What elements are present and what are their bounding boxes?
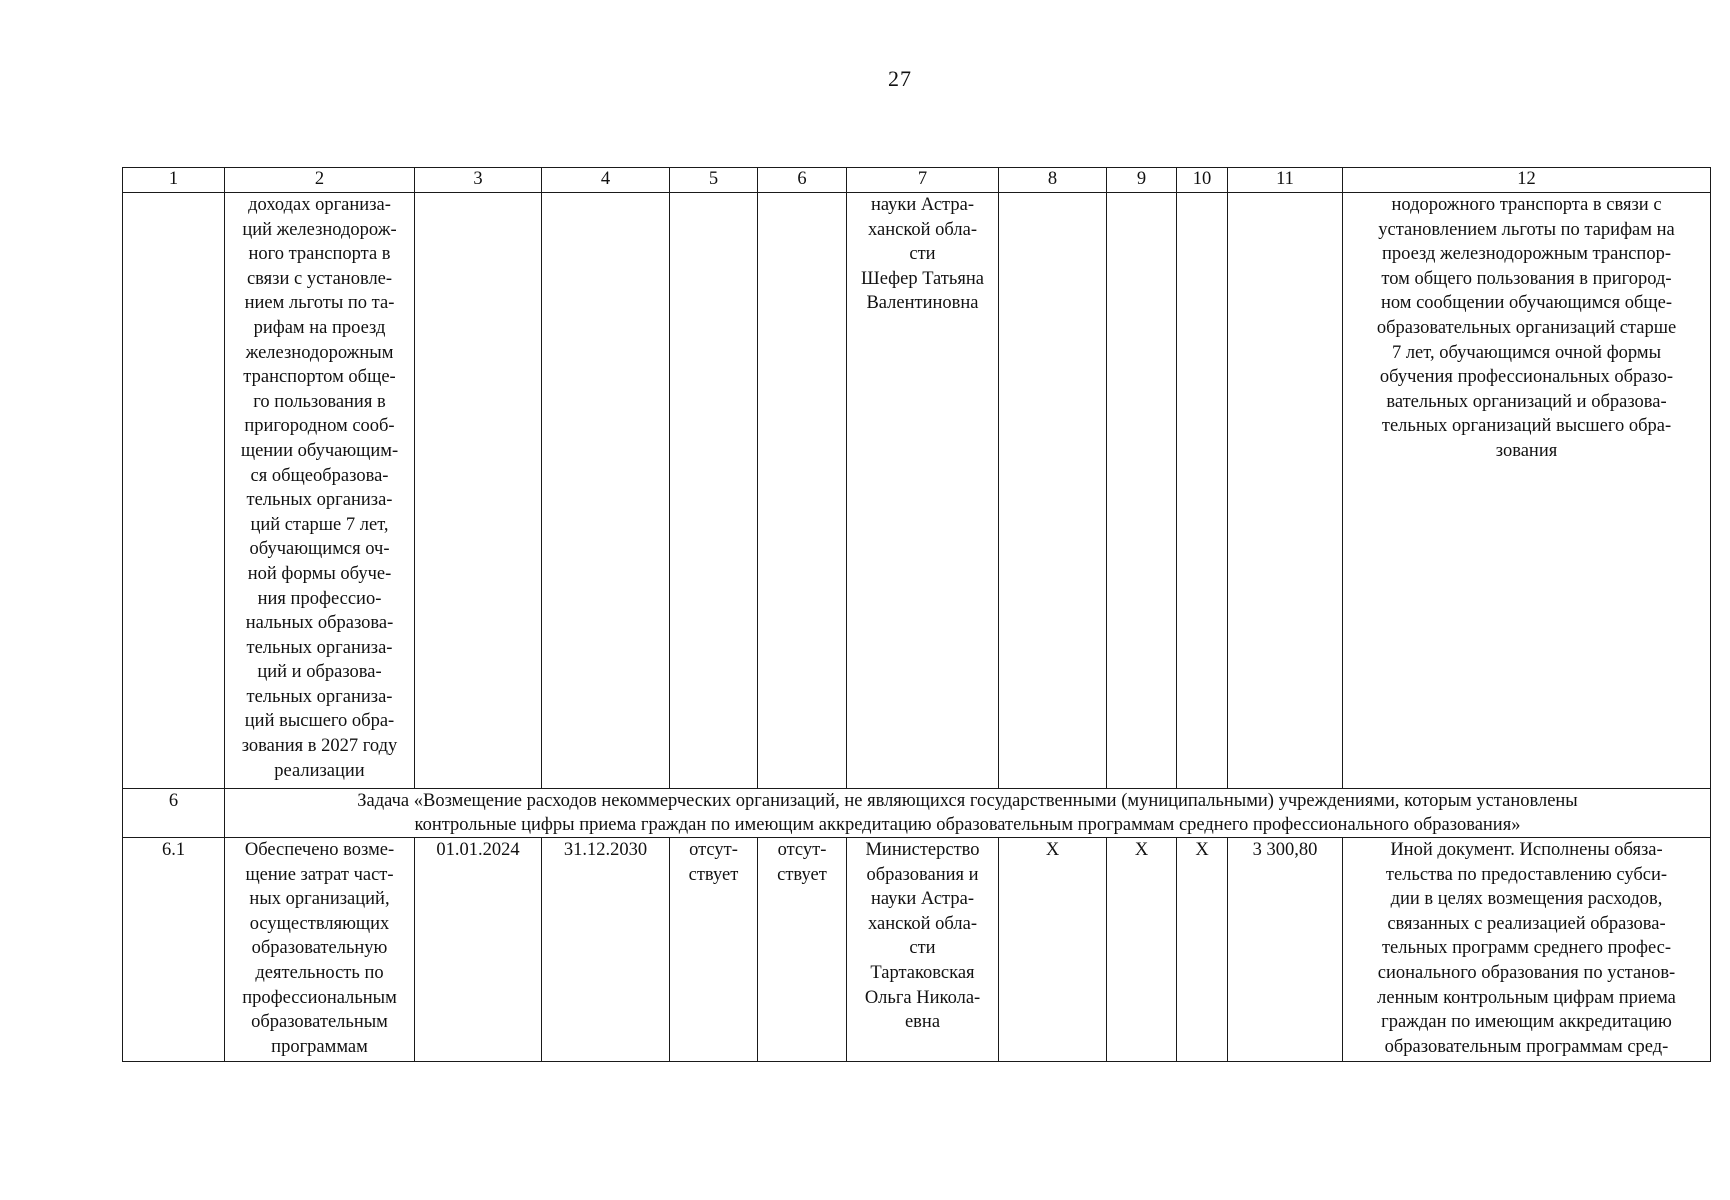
column-number-12: 12 (1343, 168, 1711, 193)
column-number-6: 6 (758, 168, 847, 193)
column-number-2: 2 (225, 168, 415, 193)
column-number-8: 8 (999, 168, 1107, 193)
cell-task-number: 6 (123, 789, 225, 838)
cell-col6: отсут- ствует (758, 838, 847, 1062)
cell-empty (123, 193, 225, 789)
column-number-1: 1 (123, 168, 225, 193)
cell-item-number: 6.1 (123, 838, 225, 1062)
cell-item-description: Обеспечено возме- щение затрат част- ных организаций, осуществляющих образовательную деятельность по профессиональным образовательным программам (225, 838, 415, 1062)
column-number-11: 11 (1228, 168, 1343, 193)
cell-end-date: 31.12.2030 (542, 838, 670, 1062)
cell-empty (999, 193, 1107, 789)
cell-col10: Х (1177, 838, 1228, 1062)
cell-empty (1177, 193, 1228, 789)
cell-task-text: Задача «Возмещение расходов некоммерческих организаций, не являющихся государственными (муниципальными) учреждениями, которым установлены контрольные цифры приема граждан по имеющим аккредитацию образовательным программам среднего профессионального образования» (225, 789, 1711, 838)
column-number-9: 9 (1107, 168, 1177, 193)
column-number-3: 3 (415, 168, 542, 193)
cell-empty (542, 193, 670, 789)
column-number-7: 7 (847, 168, 999, 193)
column-number-5: 5 (670, 168, 758, 193)
cell-start-date: 01.01.2024 (415, 838, 542, 1062)
column-number-10: 10 (1177, 168, 1228, 193)
cell-empty (758, 193, 847, 789)
column-number-4: 4 (542, 168, 670, 193)
cell-item-responsible: Министерство образования и науки Астра- ханской обла- сти Тартаковская Ольга Никола- евна (847, 838, 999, 1062)
cell-col9: Х (1107, 838, 1177, 1062)
cell-col5: отсут- ствует (670, 838, 758, 1062)
program-table (122, 167, 1711, 1062)
table-header-row (123, 168, 1711, 193)
cell-document-description: нодорожного транспорта в связи с установлением льготы по тарифам на проезд железнодорожным транспор- том общего пользования в пригород- ном сообщении обучающимся обще- образовательных организаций старше 7 лет, обучающимся очной формы обучения профессиональных образо- вательных организаций и образова- тельных организаций высшего обра- зования (1343, 193, 1711, 789)
cell-result-description: доходах организа- ций железнодорож- ного транспорта в связи с установле- нием льготы по та- рифам на проезд железнодорожным транспортом обще- го пользования в пригородном сооб- щении обучающим- ся общеобразова- тельных организа- ций старше 7 лет, обучающимся оч- ной формы обуче- ния профессио- нальных образова- тельных организа- ций и образова- тельных организа- ций высшего обра- зования в 2027 году реализации (225, 193, 415, 789)
cell-empty (1107, 193, 1177, 789)
cell-col8: Х (999, 838, 1107, 1062)
cell-item-document: Иной документ. Исполнены обяза- тельства по предоставлению субси- дии в целях возмещения расходов, связанных с реализацией образова- тельных программ среднего профес- сионального образования по установ- ленным контрольным цифрам приема граждан по имеющим аккредитацию образовательным программам сред- (1343, 838, 1711, 1062)
page-number: 27 (888, 66, 912, 91)
cell-empty (1228, 193, 1343, 789)
table-row-item (123, 838, 1711, 1062)
table-row-continuation (123, 193, 1711, 789)
cell-empty (415, 193, 542, 789)
table-row-task (123, 789, 1711, 838)
cell-amount: 3 300,80 (1228, 838, 1343, 1062)
cell-empty (670, 193, 758, 789)
cell-responsible: науки Астра- ханской обла- сти Шефер Татьяна Валентиновна (847, 193, 999, 789)
